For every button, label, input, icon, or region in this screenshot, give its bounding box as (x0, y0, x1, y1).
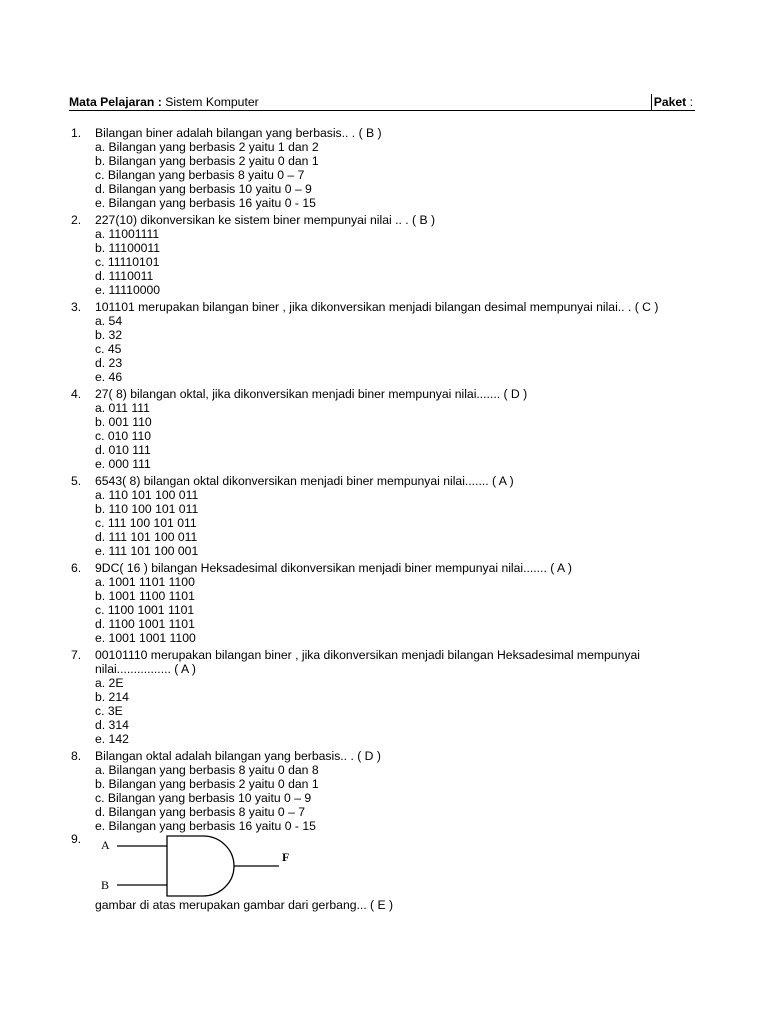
subject-label: Mata Pelajaran : (69, 95, 162, 109)
answer-option: c. 11110101 (95, 255, 160, 269)
answer-option: a. 011 111 (95, 401, 150, 415)
answer-option: e. Bilangan yang berbasis 16 yaitu 0 - 15 (95, 819, 316, 833)
question-number: 5. (71, 474, 82, 488)
output-f-label: F (282, 850, 290, 864)
question-number: 7. (71, 648, 82, 662)
question-text: Bilangan oktal adalah bilangan yang berbasis.. . ( D ) (95, 749, 381, 763)
question-number: 1. (71, 126, 82, 140)
subject-line (69, 95, 259, 109)
answer-option: d. 1110011 (95, 269, 154, 283)
answer-option: c. 010 110 (95, 429, 152, 443)
answer-option: d. 314 (95, 718, 129, 732)
question-1 (69, 126, 699, 210)
question-4 (69, 387, 699, 471)
answer-option: b. 001 110 (95, 415, 152, 429)
question-5 (69, 474, 699, 558)
question-2 (69, 213, 699, 297)
and-gate-svg (95, 832, 325, 898)
answer-option: b. 11100011 (95, 241, 161, 255)
question-text: 6543( 8) bilangan oktal dikonversikan menjadi biner mempunyai nilai....... ( A ) (95, 474, 514, 488)
answer-option: a. Bilangan yang berbasis 2 yaitu 1 dan 2 (95, 140, 319, 154)
answer-option: b. Bilangan yang berbasis 2 yaitu 0 dan 1 (95, 777, 319, 791)
answer-option: b. 110 100 101 011 (95, 502, 199, 516)
answer-option: c. 45 (95, 342, 122, 356)
answer-option: e. 142 (95, 732, 129, 746)
answer-option: e. 111 101 100 001 (95, 544, 199, 558)
question-text: 9DC( 16 ) bilangan Heksadesimal dikonversikan menjadi biner mempunyai nilai....... ( A ) (95, 561, 572, 575)
answer-option: c. 3E (95, 704, 123, 718)
answer-option: e. 11110000 (95, 283, 161, 297)
and-gate-diagram (95, 832, 699, 898)
paket-line (654, 95, 693, 109)
answer-option: a. 110 101 100 011 (95, 488, 199, 502)
paket-label: Paket (653, 95, 687, 109)
question-number: 3. (71, 300, 82, 314)
answer-option: d. Bilangan yang berbasis 8 yaitu 0 – 7 (95, 805, 306, 819)
answer-option: b. Bilangan yang berbasis 2 yaitu 0 dan 1 (95, 154, 319, 168)
subject-value: Sistem Komputer (165, 95, 259, 109)
answer-option: a. 11001111 (95, 227, 160, 241)
paket-colon: : (689, 95, 693, 109)
question-number: 6. (71, 561, 82, 575)
answer-option: e. 46 (95, 370, 123, 384)
question-8 (69, 749, 699, 833)
input-b-label: B (101, 878, 110, 892)
answer-option: a. 2E (95, 676, 124, 690)
question-text: 27( 8) bilangan oktal, jika dikonversikan menjadi biner mempunyai nilai....... ( D ) (95, 387, 528, 401)
answer-option: d. 111 101 100 011 (95, 530, 198, 544)
input-a-label: A (101, 838, 110, 852)
question-text: 101101 merupakan bilangan biner , jika dikonversikan menjadi bilangan desimal mempunyai nilai.. . ( C ) (95, 300, 659, 314)
question-number: 9. (71, 832, 82, 846)
answer-option: b. 32 (95, 328, 123, 342)
question-7 (69, 648, 699, 746)
question-3 (69, 300, 699, 384)
answer-option: e. Bilangan yang berbasis 16 yaitu 0 - 15 (95, 196, 316, 210)
question-list (69, 126, 699, 915)
header-divider (651, 94, 652, 110)
answer-option: d. 23 (95, 356, 123, 370)
answer-option: c. 111 100 101 011 (95, 516, 197, 530)
answer-option: b. 1001 1100 1101 (95, 589, 195, 603)
question-9-caption: gambar di atas merupakan gambar dari gerbang... ( E ) (95, 898, 394, 912)
question-text: Bilangan biner adalah bilangan yang berbasis.. . ( B ) (95, 126, 382, 140)
document-header (69, 94, 695, 111)
question-number: 2. (71, 213, 82, 227)
answer-option: d. 010 111 (95, 443, 151, 457)
and-gate-body (167, 836, 234, 896)
answer-option: d. 1100 1001 1101 (95, 617, 195, 631)
answer-option: c. Bilangan yang berbasis 10 yaitu 0 – 9 (95, 791, 312, 805)
question-number: 8. (71, 749, 82, 763)
question-text: 227(10) dikonversikan ke sistem biner mempunyai nilai .. . ( B ) (95, 213, 436, 227)
question-text: 00101110 merupakan bilangan biner , jika dikonversikan menjadi bilangan Heksadesimal mempunyai nilai................ ( A ) (95, 648, 640, 676)
question-number: 4. (71, 387, 82, 401)
answer-option: d. Bilangan yang berbasis 10 yaitu 0 – 9 (95, 182, 312, 196)
answer-option: a. 54 (95, 314, 123, 328)
answer-option: e. 000 111 (95, 457, 151, 471)
answer-option: a. 1001 1101 1100 (95, 575, 195, 589)
question-9 (69, 832, 699, 912)
answer-option: a. Bilangan yang berbasis 8 yaitu 0 dan 8 (95, 763, 319, 777)
answer-option: c. Bilangan yang berbasis 8 yaitu 0 – 7 (95, 168, 305, 182)
question-6 (69, 561, 699, 645)
answer-option: c. 1100 1001 1101 (95, 603, 195, 617)
answer-option: e. 1001 1001 1100 (95, 631, 196, 645)
answer-option: b. 214 (95, 690, 129, 704)
